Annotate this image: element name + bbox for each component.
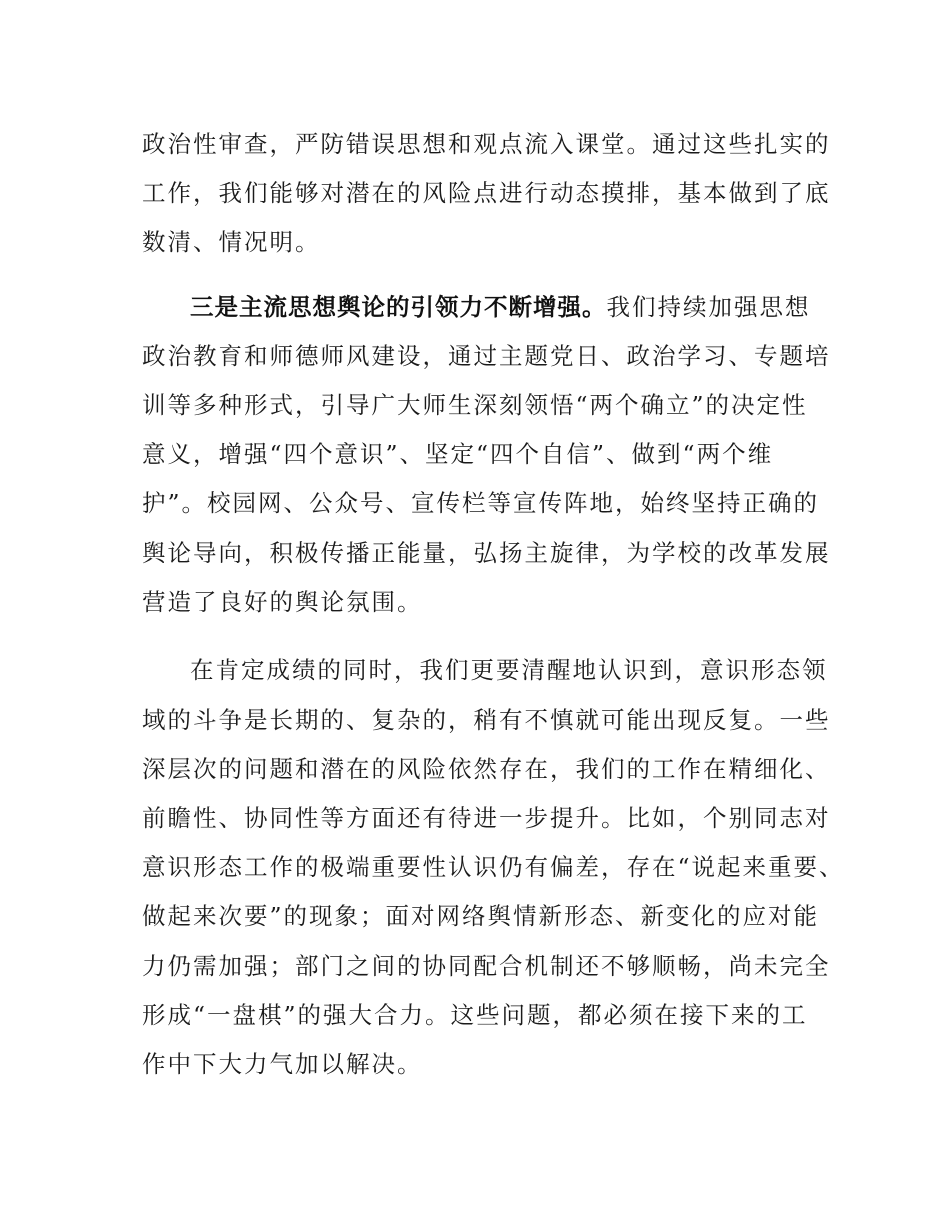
paragraph2-line-4: 意义，增强“四个意识”、坚定“四个自信”、做到“两个维 [142,440,774,468]
paragraph3-line-2: 域的斗争是长期的、复杂的，稍有不慎就可能出现反复。一些 [142,706,831,734]
paragraph3-line-5: 意识形态工作的极端重要性认识仍有偏差，存在“说起来重要、 [142,853,845,881]
paragraph1-line-3: 数清、情况明。 [142,228,321,256]
paragraph3-line-9: 作中下大力气加以解决。 [142,1050,423,1078]
paragraph2-lead-text: 我们持续加强思想 [606,293,811,321]
paragraph2-line-5: 护”。校园网、公众号、宣传栏等宣传阵地，始终坚持正确的 [142,489,820,517]
paragraph2-line-3: 训等多种形式，引导广大师生深刻领悟“两个确立”的决定性 [142,391,808,419]
paragraph3-line-8: 形成“一盘棋”的强大合力。这些问题，都必须在接下来的工 [142,1001,808,1029]
paragraph2-line-6: 舆论导向，积极传播正能量，弘扬主旋律，为学校的改革发展 [142,539,831,567]
paragraph2-line-1 [190,287,842,327]
paragraph3-line-1: 在肯定成绩的同时，我们更要清醒地认识到，意识形态领 [190,656,828,684]
paragraph1-line-2: 工作，我们能够对潜在的风险点进行动态摸排，基本做到了底 [142,179,831,207]
paragraph3-line-7: 力仍需加强；部门之间的协同配合机制还不够顺畅，尚未完全 [142,952,831,980]
paragraph2-line-7: 营造了良好的舆论氛围。 [142,588,423,616]
paragraph1-line-1: 政治性审查，严防错误思想和观点流入课堂。通过这些扎实的 [142,130,831,158]
paragraph2-heading: 三是主流思想舆论的引领力不断增强。 [190,293,607,321]
paragraph3-line-3: 深层次的问题和潜在的风险依然存在，我们的工作在精细化、 [142,755,831,783]
paragraph3-line-4: 前瞻性、协同性等方面还有待进一步提升。比如，个别同志对 [142,804,831,832]
paragraph2-line-2: 政治教育和师德师风建设，通过主题党日、政治学习、专题培 [142,342,831,370]
paragraph3-line-6: 做起来次要”的现象；面对网络舆情新形态、新变化的应对能 [142,902,820,930]
